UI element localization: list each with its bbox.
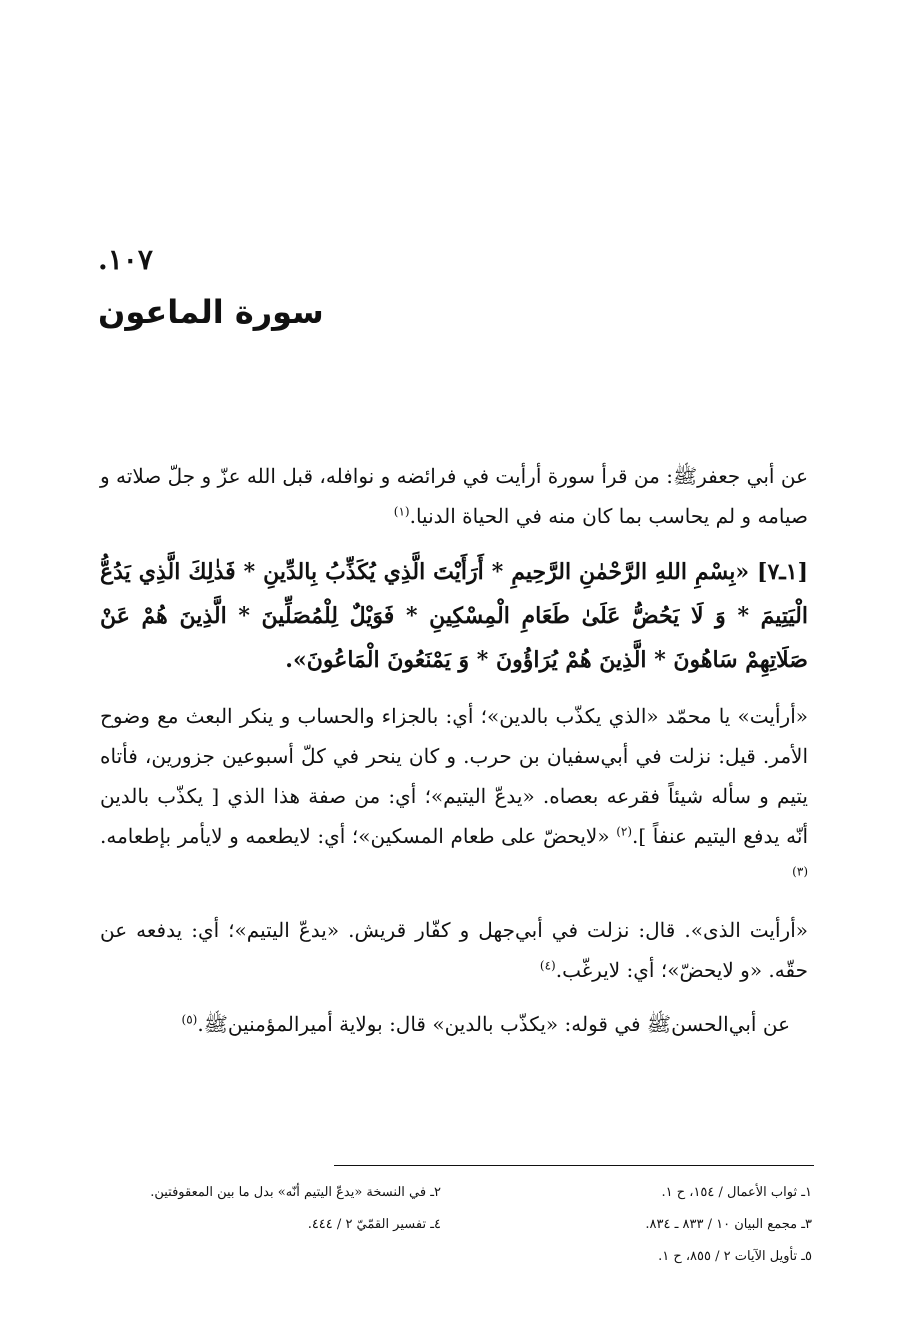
chapter-header [98, 238, 398, 338]
body-text [100, 456, 808, 1058]
commentary-paragraph [100, 696, 808, 896]
hadith-text: عن أبي جعفرﷺ: من قرأ سورة أرأيت في فرائضه و نوافله، قبل الله عزّ و جلّ صلاته و صيامه و لم يحاسب بما كان منه في الحياة الدنيا. [100, 464, 808, 528]
footnote: ٤ـ تفسير القمّيّ ٢ / ٤٤٤. [307, 1217, 441, 1232]
hadith-paragraph [100, 456, 808, 536]
surah-title: سورة الماعون [98, 293, 324, 331]
hadith-text: عن أبي‌الحسنﷺ في قوله: «يكذّب بالدين» قال: بولاية أميرالمؤمنينﷺ. [197, 1012, 790, 1036]
note-ref: (٥) [181, 1012, 198, 1027]
note-ref: (٤) [539, 958, 556, 973]
quran-verses: [١ـ٧] «بِسْمِ اللهِ الرَّحْمٰنِ الرَّحِيمِ * أَرَأَيْتَ الَّذِي يُكَذِّبُ بِالدِّينِ * فَذٰلِكَ الَّذِي يَدُعُّ الْيَتِيمَ * وَ لَا يَحُضُّ عَلَىٰ طَعَامِ الْمِسْكِينِ * فَوَيْلٌ لِلْمُصَلِّينَ * الَّذِينَ هُمْ عَنْ صَلَاتِهِمْ سَاهُونَ * الَّذِينَ هُمْ يُرَاؤُونَ * وَ يَمْنَعُونَ الْمَاعُونَ». [100, 559, 808, 673]
hadith-paragraph [100, 1004, 808, 1044]
footnote: ٢ـ في النسخة «يدعّ اليتيم أنّه» بدل ما بين المعقوفتين. [150, 1185, 441, 1200]
commentary-text: «أرأيت الذى». قال: نزلت في أبي‌جهل و كفّار قريش. «يدعّ اليتيم»؛ أي: يدفعه عن حقّه. «و لايحضّ»؛ أي: لايرغّب. [100, 918, 808, 982]
note-ref: (١) [393, 504, 410, 519]
commentary-paragraph [100, 910, 808, 990]
footnote: ٥ـ تأويل الآيات ٢ / ٨٥٥، ح ١. [658, 1249, 812, 1264]
footnote: ١ـ ثواب الأعمال / ١٥٤، ح ١. [661, 1185, 812, 1200]
footnote: ٣ـ مجمع البيان ١٠ / ٨٣٣ ـ ٨٣٤. [645, 1217, 812, 1232]
note-ref: (٣) [792, 864, 808, 879]
note-ref: (٢) [616, 824, 633, 839]
surah-number: ١٠٧. [98, 243, 153, 276]
commentary-text: «لايحضّ على طعام المسكين»؛ أي: لايطعمه و لايأمر بإطعامه. [100, 824, 610, 848]
commentary-text: «أرأيت» يا محمّد «الذي يكذّب بالدين»؛ أي: بالجزاء والحساب و ينكر البعث مع وضوح الأمر. قيل: نزلت في أبي‌سفيان بن حرب. و كان ينحر في كلّ أسبوعين جزورين، فأتاه يتيم و سأله شيئاً فقرعه بعصاه. «يدعّ اليتيم»؛ أي: من صفة هذا الذي [ يكذّب بالدين أنّه يدفع اليتيم عنفاً ]. [100, 704, 808, 848]
footnote-divider [334, 1165, 814, 1166]
footnotes [100, 1180, 812, 1270]
